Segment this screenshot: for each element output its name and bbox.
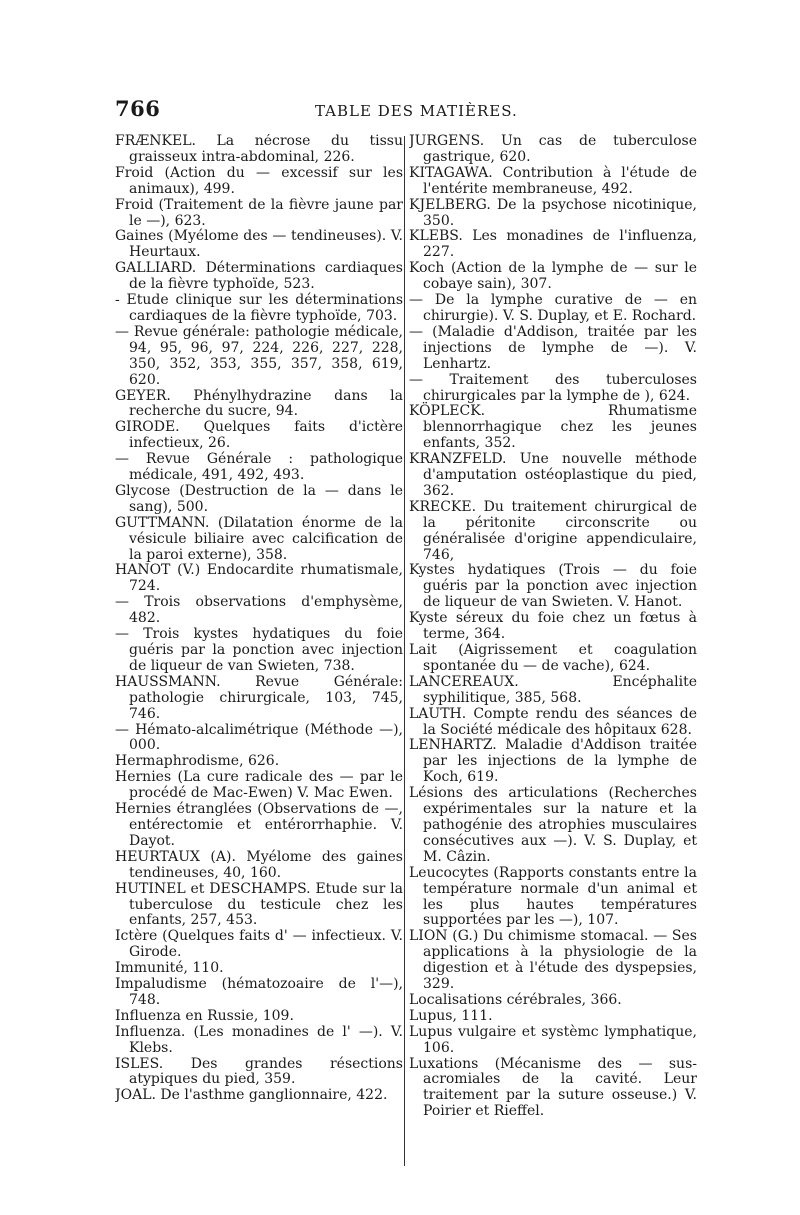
running-title: TABLE DES MATIÈRES. xyxy=(315,102,518,120)
index-entry: Lupus, 111. xyxy=(409,1007,493,1024)
index-entry: HANOT (V.) Endocardite rhumatismale, 724. xyxy=(115,562,403,595)
index-entry: GUTTMANN. (Dilatation énorme de la vésicule biliaire avec calcification de la paroi externe), 358. xyxy=(115,514,403,563)
index-entry: Localisations cérébrales, 366. xyxy=(409,991,622,1008)
right-column xyxy=(409,134,697,1174)
index-entry: HEURTAUX (A). Myélome des gaines tendineuses, 40, 160. xyxy=(115,848,403,881)
index-entry: Hermaphrodisme, 626. xyxy=(115,753,280,770)
index-entry: Froid (Traitement de la fièvre jaune par le —), 623. xyxy=(115,196,403,229)
index-entry: Kyste séreux du foie chez un fœtus à terme, 364. xyxy=(409,610,697,643)
index-entry: Luxations (Mécanisme des — sus-acromiales de la cavité. Leur traitement par la suture osseuse.) V. Poirier et Rieffel. xyxy=(409,1055,697,1120)
index-entry: FRÆNKEL. La nécrose du tissu graisseux intra-abdominal, 226. xyxy=(115,134,403,165)
index-columns xyxy=(115,134,695,1174)
left-column xyxy=(115,134,403,1174)
index-entry: Gaines (Myélome des — tendineuses). V. Heurtaux. xyxy=(115,228,403,261)
index-entry: Influenza en Russie, 109. xyxy=(115,1007,294,1024)
index-entry: Lupus vulgaire et systèmc lymphatique, 106. xyxy=(409,1023,697,1056)
index-entry: HUTINEL et DESCHAMPS. Etude sur la tuberculose du testicule chez les enfants, 257, 453. xyxy=(115,880,403,929)
index-entry: — De la lymphe curative de — en chirurgie). V. S. Duplay, et E. Rochard. xyxy=(409,292,697,324)
index-entry: — Revue Générale : pathologique médicale, 491, 492, 493. xyxy=(115,451,403,484)
index-entry: JOAL. De l'asthme ganglionnaire, 422. xyxy=(115,1087,388,1104)
index-entry: Influenza. (Les monadines de l' —). V. Klebs. xyxy=(115,1023,403,1056)
index-entry: Ictère (Quelques faits d' — infectieux. V. Girode. xyxy=(115,928,403,961)
index-entry: KÖPLECK. Rhumatisme blennorrhagique chez les jeunes enfants, 352. xyxy=(409,403,697,452)
index-entry: Froid (Action du — excessif sur les animaux), 499. xyxy=(115,164,403,197)
index-entry: ISLES. Des grandes résections atypiques du pied, 359. xyxy=(115,1055,403,1088)
index-entry: — Trois observations d'emphysème, 482. xyxy=(115,594,403,627)
index-entry: LENHARTZ. Maladie d'Addison traitée par les injections de la lymphe de Koch, 619. xyxy=(409,737,697,786)
index-entry: Leucocytes (Rapports constants entre la température normale d'un animal et les plus hautes températures supportées par les —), 107. xyxy=(409,864,697,929)
page-number: 766 xyxy=(115,96,161,121)
index-entry: Hernies (La cure radicale des — par le procédé de Mac-Ewen) V. Mac Ewen. xyxy=(115,769,403,802)
index-entry: Kystes hydatiques (Trois — du foie guéris par la ponction avec injection de liqueur de van Swieten. V. Hanot. xyxy=(409,562,697,611)
index-entry: LANCEREAUX. Encéphalite syphilitique, 385, 568. xyxy=(409,673,697,706)
index-entry: GIRODE. Quelques faits d'ictère infectieux, 26. xyxy=(115,419,403,452)
index-entry: GEYER. Phénylhydrazine dans la recherche du sucre, 94. xyxy=(115,387,403,420)
index-entry: Hernies étranglées (Observations de —, entérectomie et entérorrhaphie. V. Dayot. xyxy=(115,801,403,849)
index-entry: HAUSSMANN. Revue Générale: pathologie chirurgicale, 103, 745, 746. xyxy=(115,673,403,722)
index-entry: — Trois kystes hydatiques du foie guéris par la ponction avec injection de liqueur de van Swieten, 738. xyxy=(115,626,403,674)
index-entry: JURGENS. Un cas de tuberculose gastrique, 620. xyxy=(409,134,697,165)
index-entry: Koch (Action de la lymphe de — sur le cobaye sain), 307. xyxy=(409,260,697,293)
index-entry: — Traitement des tuberculoses chirurgicales par la lymphe de ), 624. xyxy=(409,371,697,404)
index-entry: - Etude clinique sur les déterminations cardiaques de la fièvre typhoïde, 703. xyxy=(115,292,403,324)
index-entry: — (Maladie d'Addison, traitée par les injections de lymphe de —). V. Lenhartz. xyxy=(409,323,697,372)
index-entry: Impaludisme (hématozoaire de l'—), 748. xyxy=(115,976,403,1008)
index-entry: KRECKE. Du traitement chirurgical de la péritonite circonscrite ou généralisée d'origine appendiculaire, 746, xyxy=(409,498,697,563)
index-entry: KLEBS. Les monadines de l'influenza, 227. xyxy=(409,228,697,261)
index-entry: Glycose (Destruction de la — dans le sang), 500. xyxy=(115,482,403,515)
index-entry: LAUTH. Compte rendu des séances de la Société médicale des hôpitaux 628. xyxy=(409,705,697,738)
index-entry: Lait (Aigrissement et coagulation spontanée du — de vache), 624. xyxy=(409,642,697,674)
index-entry: Lésions des articulations (Recherches expérimentales sur la nature et la pathogénie des atrophies musculaires consécutives aux —). V. S. Duplay, et M. Câzin. xyxy=(409,785,697,865)
column-divider xyxy=(404,136,405,1166)
index-entry: LION (G.) Du chimisme stomacal. — Ses applications à la physiologie de la digestion et à l'étude des dyspepsies, 329. xyxy=(409,928,697,993)
index-entry: KJELBERG. De la psychose nicotinique, 350. xyxy=(409,196,697,229)
index-entry: KITAGAWA. Contribution à l'étude de l'entérite membraneuse, 492. xyxy=(409,164,697,197)
index-entry: KRANZFELD. Une nouvelle méthode d'amputation ostéoplastique du pied, 362. xyxy=(409,451,697,499)
index-entry: GALLIARD. Déterminations cardiaques de la fièvre typhoïde, 523. xyxy=(115,260,403,293)
page-header xyxy=(115,96,695,124)
index-entry: — Hémato-alcalimétrique (Méthode —), 000. xyxy=(115,721,403,754)
index-entry: — Revue générale: pathologie médicale, 94, 95, 96, 97, 224, 226, 227, 228, 350, 352, 353, 355, 357, 358, 619, 620. xyxy=(115,323,403,388)
index-entry: Immunité, 110. xyxy=(115,960,224,977)
